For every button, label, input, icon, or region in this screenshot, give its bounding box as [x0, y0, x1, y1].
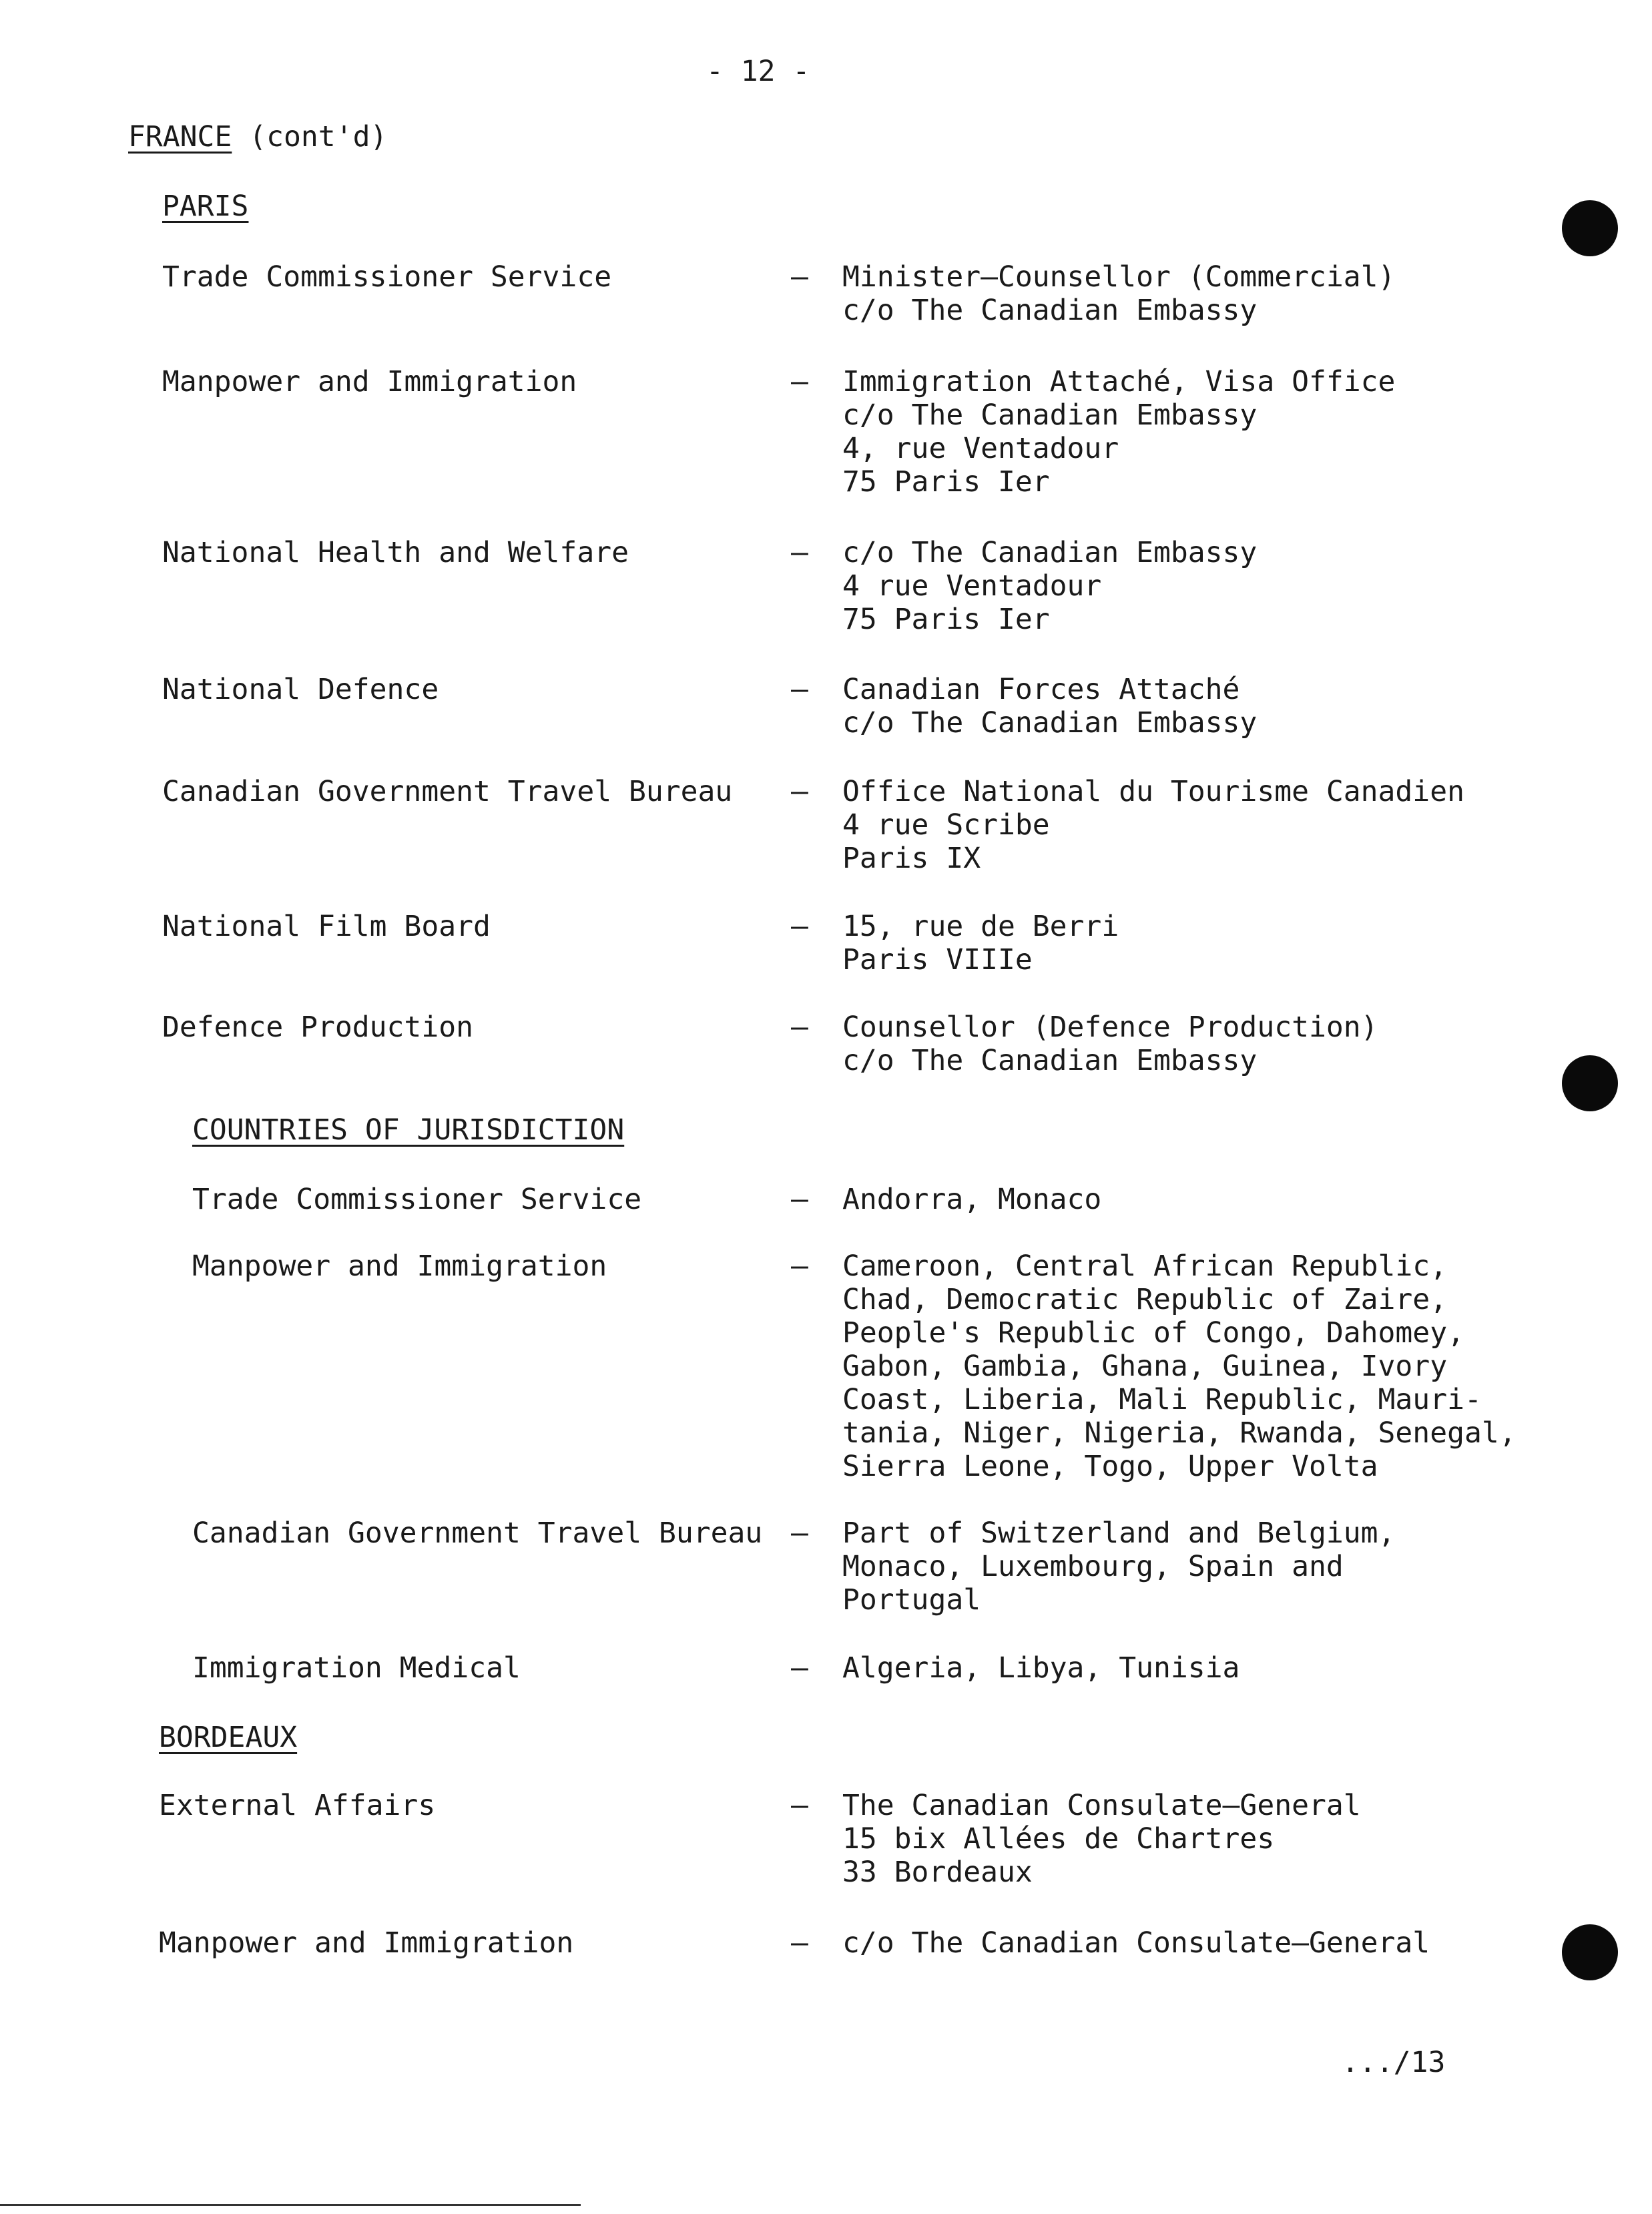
- entry-dash: –: [791, 1183, 808, 1216]
- entry-line: Part of Switzerland and Belgium,: [842, 1516, 1396, 1550]
- entry-dash: –: [791, 1250, 808, 1283]
- country-heading: FRANCE: [128, 120, 232, 154]
- country-heading-suffix: (cont'd): [249, 120, 388, 154]
- country-heading-line: [128, 120, 387, 154]
- entry-value: [842, 1250, 1517, 1483]
- entry-line: 4 rue Ventadour: [842, 569, 1102, 603]
- punch-hole-bottom: [1562, 1924, 1618, 1980]
- entry-line: tania, Niger, Nigeria, Rwanda, Senegal,: [842, 1416, 1517, 1450]
- entry-value: [842, 1011, 1378, 1077]
- entry-value: [842, 536, 1257, 636]
- bordeaux-heading: BORDEAUX: [159, 1721, 298, 1754]
- entry-value: [842, 260, 1395, 327]
- entry-line: c/o The Canadian Consulate–General: [842, 1926, 1430, 1960]
- entry-label: Manpower and Immigration: [162, 365, 577, 398]
- entry-line: 4, rue Ventadour: [842, 432, 1119, 465]
- entry-value: [842, 365, 1395, 499]
- entry-line: 4 rue Scribe: [842, 808, 1050, 842]
- entry-line: c/o The Canadian Embassy: [842, 398, 1258, 432]
- bottom-edge-line: [0, 2204, 581, 2206]
- entry-line: Counsellor (Defence Production): [842, 1011, 1378, 1044]
- entry-dash: –: [791, 910, 808, 943]
- entry-value: [842, 910, 1119, 977]
- entry-line: Algeria, Libya, Tunisia: [842, 1651, 1240, 1685]
- entry-dash: –: [791, 1516, 808, 1550]
- entry-line: c/o The Canadian Embassy: [842, 706, 1258, 740]
- entry-line: 15, rue de Berri: [842, 910, 1119, 943]
- entry-line: c/o The Canadian Embassy: [842, 536, 1258, 569]
- entry-label: Manpower and Immigration: [159, 1926, 574, 1960]
- entry-dash: –: [791, 775, 808, 808]
- paris-heading: PARIS: [162, 190, 249, 223]
- entry-line: 33 Bordeaux: [842, 1856, 1033, 1889]
- page-number: - 12 -: [706, 55, 810, 88]
- entry-label: Immigration Medical: [192, 1651, 521, 1685]
- entry-line: Paris IX: [842, 842, 981, 875]
- entry-line: 15 bix Allées de Chartres: [842, 1822, 1275, 1856]
- punch-hole-middle: [1562, 1055, 1618, 1111]
- entry-label: National Film Board: [162, 910, 491, 943]
- entry-line: People's Republic of Congo, Dahomey,: [842, 1316, 1464, 1350]
- entry-dash: –: [791, 365, 808, 398]
- entry-line: 75 Paris Ier: [842, 465, 1050, 499]
- entry-line: c/o The Canadian Embassy: [842, 294, 1258, 327]
- entry-line: Andorra, Monaco: [842, 1183, 1102, 1216]
- entry-dash: –: [791, 673, 808, 706]
- entry-line: Canadian Forces Attaché: [842, 673, 1240, 706]
- continuation-marker: .../13: [1342, 2046, 1446, 2079]
- entry-line: Paris VIIIe: [842, 943, 1033, 977]
- jurisdiction-heading: COUNTRIES OF JURISDICTION: [192, 1113, 625, 1147]
- entry-value: [842, 775, 1464, 875]
- entry-label: Canadian Government Travel Bureau: [162, 775, 733, 808]
- entry-dash: –: [791, 1926, 808, 1960]
- entry-line: Minister–Counsellor (Commercial): [842, 260, 1396, 294]
- entry-line: Office National du Tourisme Canadien: [842, 775, 1464, 808]
- entry-line: Chad, Democratic Republic of Zaire,: [842, 1283, 1448, 1316]
- entry-value: [842, 1789, 1361, 1889]
- entry-dash: –: [791, 1011, 808, 1044]
- entry-value: [842, 673, 1257, 740]
- entry-label: National Defence: [162, 673, 439, 706]
- entry-dash: –: [791, 260, 808, 294]
- entry-label: Canadian Government Travel Bureau: [192, 1516, 763, 1550]
- entry-line: Monaco, Luxembourg, Spain and: [842, 1550, 1344, 1583]
- punch-hole-top: [1562, 200, 1618, 256]
- entry-line: Sierra Leone, Togo, Upper Volta: [842, 1450, 1378, 1483]
- entry-value: [842, 1516, 1395, 1617]
- entry-line: 75 Paris Ier: [842, 603, 1050, 636]
- entry-label: Manpower and Immigration: [192, 1250, 607, 1283]
- entry-line: Coast, Liberia, Mali Republic, Mauri-: [842, 1383, 1482, 1416]
- entry-value: [842, 1183, 1101, 1216]
- entry-label: Trade Commissioner Service: [192, 1183, 642, 1216]
- entry-label: National Health and Welfare: [162, 536, 629, 569]
- entry-line: Gabon, Gambia, Ghana, Guinea, Ivory: [842, 1350, 1448, 1383]
- entry-dash: –: [791, 536, 808, 569]
- entry-value: [842, 1926, 1430, 1960]
- entry-dash: –: [791, 1789, 808, 1822]
- entry-line: c/o The Canadian Embassy: [842, 1044, 1258, 1077]
- entry-label: Trade Commissioner Service: [162, 260, 612, 294]
- entry-dash: –: [791, 1651, 808, 1685]
- entry-line: Portugal: [842, 1583, 981, 1617]
- entry-label: External Affairs: [159, 1789, 436, 1822]
- entry-line: Cameroon, Central African Republic,: [842, 1250, 1448, 1283]
- entry-line: Immigration Attaché, Visa Office: [842, 365, 1396, 398]
- entry-value: [842, 1651, 1240, 1685]
- entry-line: The Canadian Consulate–General: [842, 1789, 1361, 1822]
- entry-label: Defence Production: [162, 1011, 473, 1044]
